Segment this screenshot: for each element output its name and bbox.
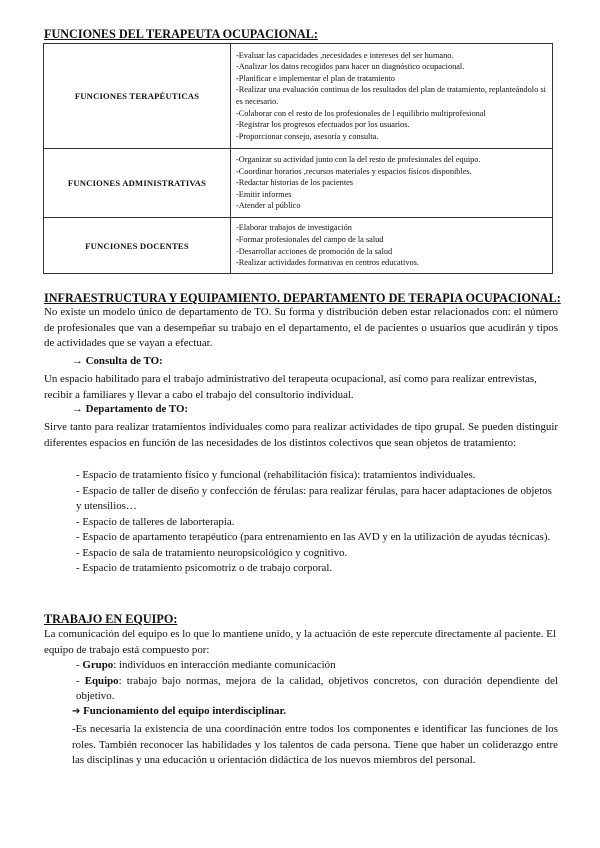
list-item: -Evaluar las capacidades ,necesidades e intereses del ser humano.: [236, 50, 454, 60]
list-item: -Organizar su actividad junto con la del resto de profesionales del equipo.: [236, 155, 481, 165]
row-label-therapeutic: FUNCIONES TERAPÉUTICAS: [44, 44, 231, 149]
arrow-right-icon: ➔: [72, 706, 81, 717]
equipo-term: Equipo: [84, 674, 119, 687]
list-item: - Espacio de talleres de laborterapia.: [76, 515, 235, 528]
row-items-teaching: [231, 218, 553, 274]
table-row: [44, 44, 553, 149]
list-item: -Planificar e implementar el plan de tratamiento: [236, 73, 395, 83]
list-item: - Espacio de taller de diseño y confección de férulas: para realizar férulas, para hacer adaptaciones de objetos y utensilios…: [76, 484, 552, 512]
list-item: - Espacio de tratamiento psicomotriz o de trabajo corporal.: [76, 562, 333, 574]
departamento-heading: → Departamento de TO:: [72, 403, 189, 415]
list-item: -Colaborar con el resto de los profesionales de l equilibrio multiprofesional: [236, 108, 486, 118]
list-item: -Formar profesionales del campo de la salud: [236, 234, 384, 244]
team-composition-list: [76, 658, 558, 705]
list-item: -Proporcionar consejo, asesoría y consulta.: [236, 131, 379, 141]
func-heading: [72, 705, 286, 717]
list-item: - Espacio de tratamiento físico y funcional (rehabilitación física): tratamientos individuales.: [76, 469, 476, 481]
list-item: -Realizar actividades formativas en centros educativos.: [236, 258, 419, 268]
equipo-text: : trabajo bajo normas, mejora de la calidad, objetivos concretos, con duración dependiente del objetivo.: [76, 674, 558, 702]
infra-intro: No existe un modelo único de departamento de TO. Su forma y distribución deben estar relacionados con: el número de profesionales que van a desempeñar su trabajo en el departamento, el de pacientes o usuarios que acudirán y tipos de actividades que se vayan a efectuar.: [44, 306, 558, 349]
list-item: -Coordinar horarios ,recursos materiales y espacios físicos disponibles.: [236, 166, 472, 176]
team-intro: La comunicación del equipo es lo que lo mantiene unido, y la actuación de este repercute directamente al paciente. El equipo de trabajo está compuesto por:: [44, 628, 556, 656]
spaces-list: [76, 468, 558, 577]
grupo-text: : individuos en interacción mediante comunicación: [113, 659, 336, 671]
team-heading: TRABAJO EN EQUIPO:: [44, 612, 178, 626]
list-item: -Analizar los datos recogidos para hacer un diagnóstico ocupacional.: [236, 62, 465, 72]
infra-heading: INFRAESTRUCTURA Y EQUIPAMIENTO. DEPARTAMENTO DE TERAPIA OCUPACIONAL:: [44, 291, 561, 305]
list-item: -Elaborar trabajos de investigación: [236, 223, 352, 233]
consulta-text: Un espacio habilitado para el trabajo administrativo del terapeuta ocupacional, así como para realizar entrevistas, recibir a familiares y llevar a cabo el trabajo del consultorio individual.: [44, 373, 537, 401]
table-row: [44, 218, 553, 274]
list-item: - Equipo: trabajo bajo normas, mejora de la calidad, objetivos concretos, con duración dependiente del objetivo.: [76, 674, 558, 702]
row-items-administrative: [231, 149, 553, 218]
func-text: -Es necesaria la existencia de una coordinación entre todos los componentes e identificar las funciones de los roles. También reconocer las habilidades y los talentos de cada persona. Tiene que haber un coliderazgo entre las disciplinas y una educación u orientación didáctica de los nuevos miembros del personal.: [72, 723, 558, 766]
grupo-term: Grupo: [82, 659, 114, 671]
list-item: -Emitir informes: [236, 189, 292, 199]
list-item: -Atender al público: [236, 201, 301, 211]
table-row: [44, 149, 553, 218]
row-items-therapeutic: [231, 44, 553, 149]
list-item: - Espacio de apartamento terapéutico (para entrenamiento en las AVD y en la utilización de ayudas técnicas).: [76, 531, 551, 543]
row-label-administrative: FUNCIONES ADMINISTRATIVAS: [44, 149, 231, 218]
list-item: - Grupo: individuos en interacción mediante comunicación: [76, 659, 336, 671]
consulta-heading: → Consulta de TO:: [72, 355, 163, 367]
func-title: Funcionamiento del equipo interdisciplinar.: [83, 705, 287, 717]
row-label-teaching: FUNCIONES DOCENTES: [44, 218, 231, 274]
functions-heading: FUNCIONES DEL TERAPEUTA OCUPACIONAL:: [44, 27, 318, 41]
list-item: -Redactar historias de los pacientes: [236, 178, 354, 188]
list-item: -Registrar los progresos efectuados por los usuarios.: [236, 120, 410, 130]
list-item: -Desarrollar acciones de promoción de la salud: [236, 246, 393, 256]
departamento-text: Sirve tanto para realizar tratamientos individuales como para realizar actividades de tipo grupal. Se pueden distinguir diferentes espacios en función de las necesidades de los distintos colectivos que sean objetos de tratamiento:: [44, 421, 558, 449]
functions-table: [43, 43, 553, 274]
list-item: - Espacio de sala de tratamiento neuropsicológico y cognitivo.: [76, 546, 348, 559]
list-item: -Realizar una evaluación continua de los resultados del plan de tratamiento, replanteándolo si es necesario.: [236, 85, 546, 106]
